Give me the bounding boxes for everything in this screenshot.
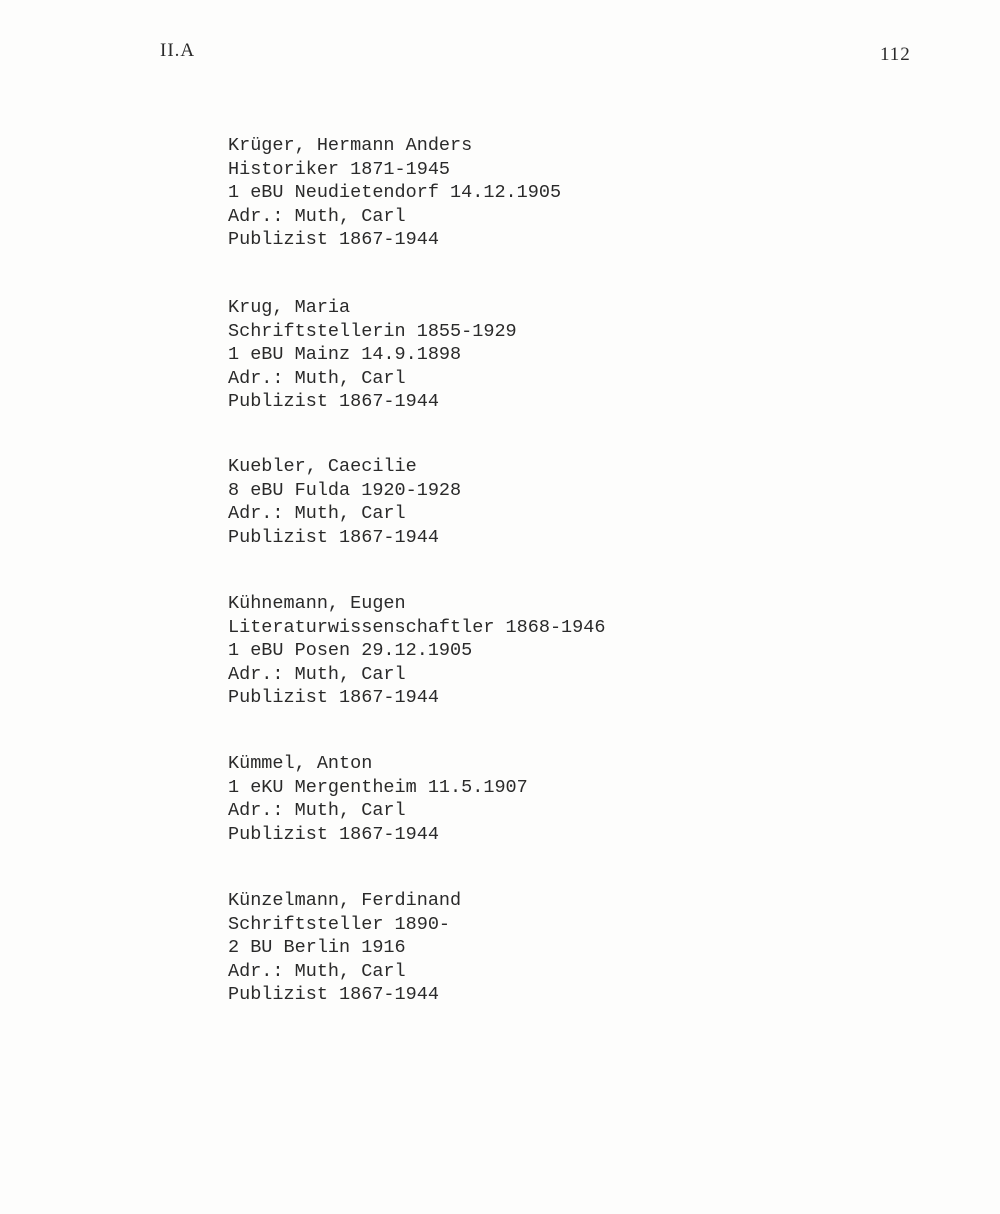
entry-correspondence: 8 eBU Fulda 1920-1928	[228, 479, 462, 501]
entry-addressee-profession: Publizist 1867-1944	[228, 687, 439, 708]
entry-addressee: Adr.: Muth, Carl	[228, 663, 406, 685]
entry-correspondence: 1 eBU Neudietendorf 14.12.1905	[228, 182, 562, 203]
page-number: 112	[880, 44, 911, 65]
entry-name: Kuebler, Caecilie	[228, 456, 417, 477]
entry-name: Kühnemann, Eugen	[228, 593, 406, 614]
entry-name: Krug, Maria	[228, 297, 351, 318]
entry-addressee-profession: Publizist 1867-1944	[228, 526, 439, 548]
entry-kuenzelmann	[228, 889, 461, 1007]
entry-krug	[228, 296, 517, 414]
entry-addressee: Adr.: Muth, Carl	[228, 960, 406, 982]
entry-profession: Schriftsteller 1890-	[228, 913, 451, 935]
entry-correspondence: 1 eKU Mergentheim 11.5.1907	[228, 776, 528, 798]
section-label: II.A	[160, 40, 196, 61]
entry-name: Krüger, Hermann Anders	[228, 135, 473, 156]
entry-addressee: Adr.: Muth, Carl	[228, 367, 406, 389]
entry-correspondence: 1 eBU Mainz 14.9.1898	[228, 344, 462, 365]
entry-kuemmel	[228, 752, 528, 846]
entry-name: Künzelmann, Ferdinand	[228, 890, 462, 911]
entry-name: Kümmel, Anton	[228, 753, 373, 774]
entry-krueger	[228, 134, 561, 252]
entry-profession: Historiker 1871-1945	[228, 158, 451, 180]
entry-addressee: Adr.: Muth, Carl	[228, 503, 406, 524]
entry-kuebler	[228, 455, 461, 549]
entry-kuehnemann	[228, 592, 605, 710]
entry-addressee-profession: Publizist 1867-1944	[228, 391, 439, 412]
entry-addressee: Adr.: Muth, Carl	[228, 800, 406, 821]
entry-correspondence: 2 BU Berlin 1916	[228, 937, 406, 958]
entry-profession: Literaturwissenschaftler 1868-1946	[228, 616, 606, 638]
entry-addressee-profession: Publizist 1867-1944	[228, 823, 439, 845]
entry-addressee-profession: Publizist 1867-1944	[228, 229, 439, 250]
entry-addressee-profession: Publizist 1867-1944	[228, 984, 439, 1005]
entry-addressee: Adr.: Muth, Carl	[228, 205, 406, 227]
entry-correspondence: 1 eBU Posen 29.12.1905	[228, 640, 473, 661]
entry-profession: Schriftstellerin 1855-1929	[228, 320, 517, 342]
